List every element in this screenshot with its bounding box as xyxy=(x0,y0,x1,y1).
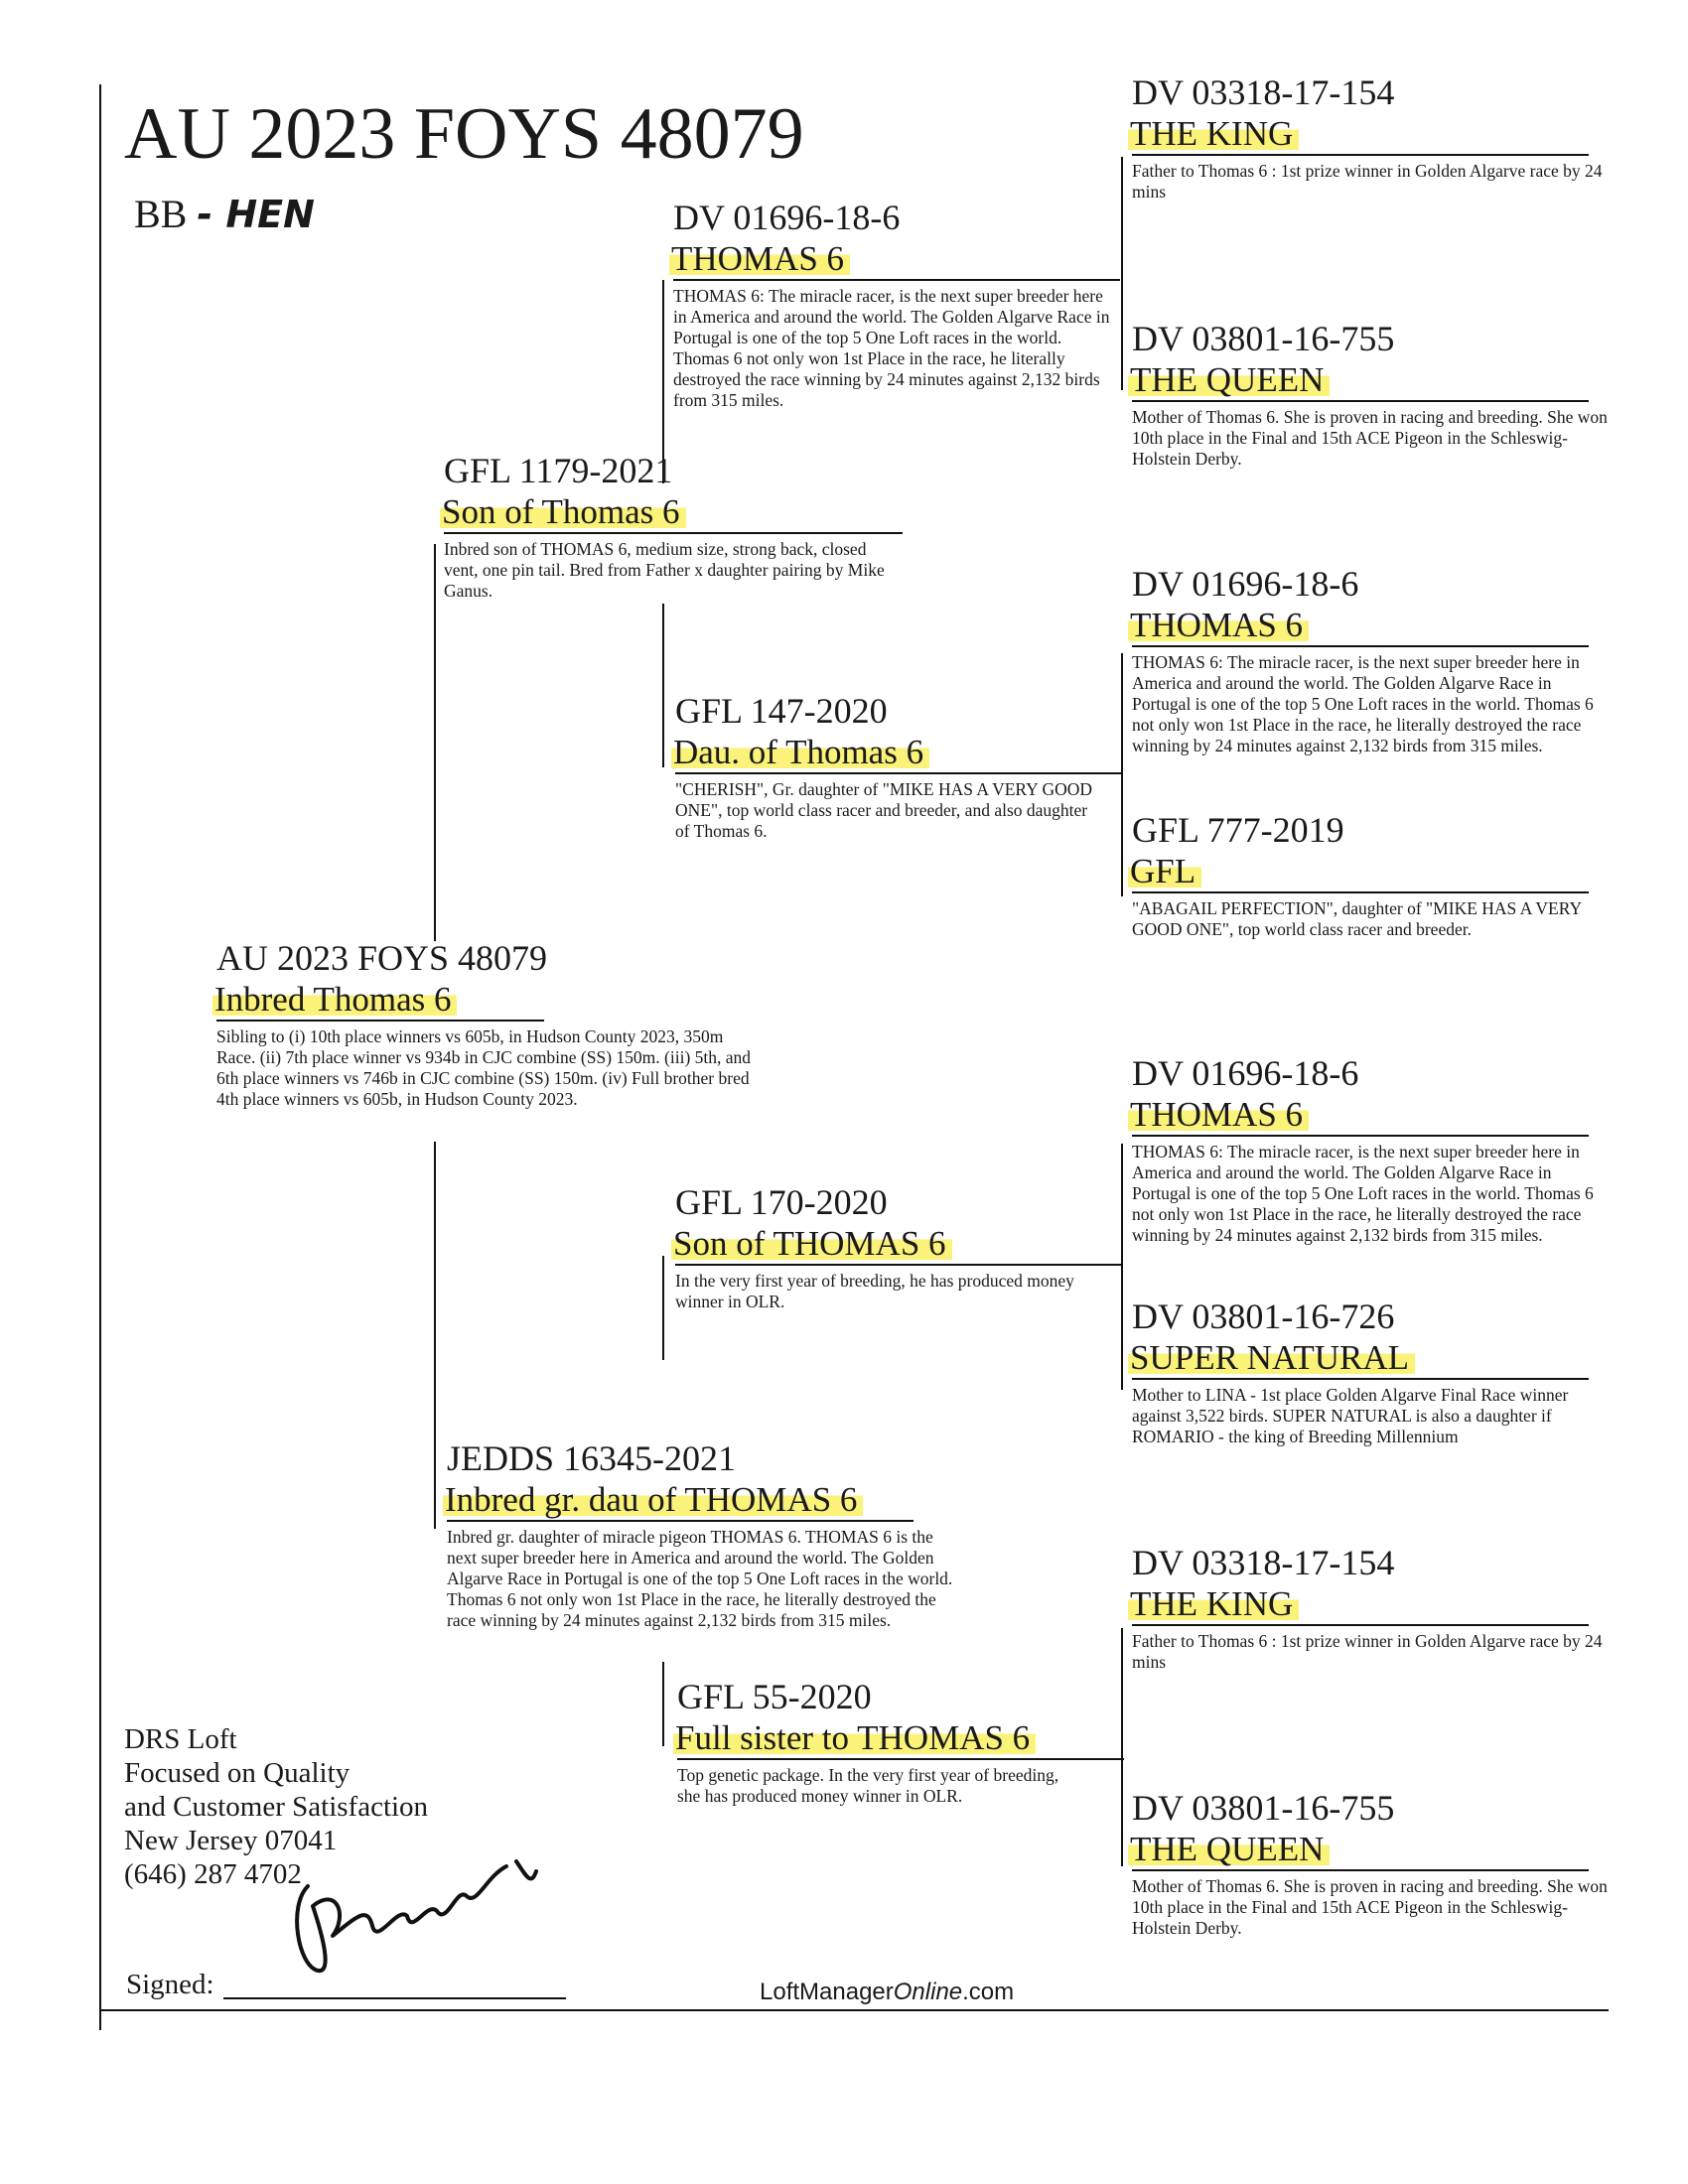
pedigree-sds xyxy=(1132,563,1614,756)
bird-name: THE QUEEN xyxy=(1128,1830,1330,1868)
pedigree-sire-sire xyxy=(673,197,1110,411)
bird-description: THOMAS 6: The miracle racer, is the next super breeder here in America and around the world. The Golden Algarve Race in Portugal is one of the top 5 One Loft races in the world. Thomas 6 not only won 1st Place in the race, he literally destroyed the race winning by 24 minutes against 2,132 birds from 315 miles. xyxy=(673,286,1110,410)
bird-name: THE KING xyxy=(1128,1584,1299,1623)
pedigree-ssd xyxy=(1132,318,1614,470)
band-number: DV 03801-16-726 xyxy=(1132,1297,1395,1336)
page-title: AU 2023 FOYS 48079 xyxy=(124,93,804,175)
connector xyxy=(662,604,664,767)
bird-name: SUPER NATURAL xyxy=(1128,1338,1415,1377)
connector xyxy=(1121,1144,1123,1390)
pedigree-sire-dam xyxy=(675,690,1102,842)
band-number: AU 2023 FOYS 48079 xyxy=(216,938,548,978)
pedigree-subject xyxy=(216,937,758,1110)
bird-name: Dau. of Thomas 6 xyxy=(671,733,929,771)
bird-name: Full sister to THOMAS 6 xyxy=(673,1718,1036,1757)
bird-name: Son of Thomas 6 xyxy=(440,492,686,531)
bird-description: Father to Thomas 6 : 1st prize winner in Golden Algarve race by 24 mins xyxy=(1132,161,1603,202)
band-number: DV 01696-18-6 xyxy=(1132,1053,1359,1093)
band-number: DV 01696-18-6 xyxy=(673,198,901,237)
signature xyxy=(278,1846,576,1990)
loft-name: DRS Loft xyxy=(124,1723,237,1755)
loft-tagline: Focused on Quality xyxy=(124,1757,351,1789)
loft-phone: (646) 287 4702 xyxy=(124,1858,302,1890)
connector xyxy=(662,1662,664,1746)
bird-name: Inbred gr. dau of THOMAS 6 xyxy=(443,1480,863,1519)
bird-name: THE KING xyxy=(1128,114,1299,153)
band-number: DV 03318-17-154 xyxy=(1132,72,1395,112)
pedigree-sss xyxy=(1132,71,1614,203)
loft-location: New Jersey 07041 xyxy=(124,1825,338,1856)
bird-description: "ABAGAIL PERFECTION", daughter of "MIKE HAS A VERY GOOD ONE", top world class racer and breeder. xyxy=(1132,898,1582,939)
bird-name: THOMAS 6 xyxy=(669,239,850,278)
signed-label xyxy=(126,1969,214,2001)
band-number: JEDDS 16345-2021 xyxy=(447,1438,737,1478)
connector xyxy=(434,544,436,941)
bottom-border xyxy=(99,2009,1609,2011)
bird-name: THOMAS 6 xyxy=(1128,606,1309,644)
bird-description: Sibling to (i) 10th place winners vs 605b, in Hudson County 2023, 350m Race. (ii) 7th place winner vs 934b in CJC combine (SS) 150m. (iii) 5th, and 6th place winners vs 746b in CJC combine (SS) 150m. (iv) Full brother bred 4th place winners vs 605b, in Hudson County 2023. xyxy=(216,1026,752,1109)
brand-italic: Online xyxy=(893,1979,963,2005)
pedigree-dds xyxy=(1132,1542,1614,1673)
band-number: GFL 777-2019 xyxy=(1132,810,1344,850)
bird-name: GFL xyxy=(1128,852,1201,890)
pedigree-sdd xyxy=(1132,809,1614,940)
color-code: BB xyxy=(134,192,188,236)
bird-description: Inbred gr. daughter of miracle pigeon THOMAS 6. THOMAS 6 is the next super breeder here in America and around the world. The Golden Algarve Race in Portugal is one of the top 5 One Loft races in the world. Thomas 6 not only won 1st Place in the race, he literally destroyed the race winning by 24 minutes against 2,132 birds from 315 miles. xyxy=(447,1527,953,1630)
brand-suffix: .com xyxy=(962,1979,1015,2005)
bird-description: THOMAS 6: The miracle racer, is the next super breeder here in America and around the world. The Golden Algarve Race in Portugal is one of the top 5 One Loft races in the world. Thomas 6 not only won 1st Place in the race, he literally destroyed the race winning by 24 minutes against 2,132 birds from 315 miles. xyxy=(1132,652,1594,755)
signature-line xyxy=(223,1997,566,1999)
left-border xyxy=(99,84,101,2030)
band-number: DV 03801-16-755 xyxy=(1132,1788,1395,1828)
connector xyxy=(1121,157,1123,390)
bird-name: Son of THOMAS 6 xyxy=(671,1224,952,1263)
bird-name: THE QUEEN xyxy=(1128,360,1330,399)
bird-description: THOMAS 6: The miracle racer, is the next super breeder here in America and around the world. The Golden Algarve Race in Portugal is one of the top 5 One Loft races in the world. Thomas 6 not only won 1st Place in the race, he literally destroyed the race winning by 24 minutes against 2,132 birds from 315 miles. xyxy=(1132,1142,1594,1245)
bird-description: Top genetic package. In the very first year of breeding, she has produced money winner in OLR. xyxy=(677,1765,1059,1806)
brand-plain: LoftManager xyxy=(760,1979,894,2005)
pedigree-dsd xyxy=(1132,1296,1614,1447)
loft-tagline: and Customer Satisfaction xyxy=(124,1791,429,1823)
pedigree-dss xyxy=(1132,1052,1614,1246)
band-number: GFL 55-2020 xyxy=(677,1677,872,1716)
pedigree-dam-sire xyxy=(675,1181,1112,1312)
signature-scribble xyxy=(278,1846,576,1985)
pedigree-dam xyxy=(447,1437,963,1631)
signed-text: Signed: xyxy=(126,1969,214,2000)
band-number: GFL 1179-2021 xyxy=(444,451,673,490)
sex-note: - HEN xyxy=(197,193,315,236)
band-number: GFL 170-2020 xyxy=(675,1182,888,1222)
bird-description: Mother to LINA - 1st place Golden Algarve Final Race winner against 3,522 birds. SUPER NATURAL is also a daughter if ROMARIO - the king of Breeding Millennium xyxy=(1132,1385,1569,1446)
bird-description: Mother of Thomas 6. She is proven in racing and breeding. She won 10th place in the Final and 15th ACE Pigeon in the Schleswig-Holstein Derby. xyxy=(1132,1876,1608,1938)
bird-description: "CHERISH", Gr. daughter of "MIKE HAS A VERY GOOD ONE", top world class racer and breeder, and also daughter of Thomas 6. xyxy=(675,779,1093,841)
pedigree-ddd xyxy=(1132,1787,1614,1939)
bird-description: In the very first year of breeding, he has produced money winner in OLR. xyxy=(675,1271,1074,1311)
connector xyxy=(434,1142,436,1529)
connector xyxy=(1121,653,1123,896)
band-number: DV 01696-18-6 xyxy=(1132,564,1359,604)
bird-description: Father to Thomas 6 : 1st prize winner in Golden Algarve race by 24 mins xyxy=(1132,1631,1603,1672)
color-sex-label xyxy=(134,192,315,237)
bird-name: Inbred Thomas 6 xyxy=(212,980,457,1019)
band-number: GFL 147-2020 xyxy=(675,691,888,731)
pedigree-sire xyxy=(444,450,903,602)
bird-description: Inbred son of THOMAS 6, medium size, strong back, closed vent, one pin tail. Bred from Father x daughter pairing by Mike Ganus. xyxy=(444,539,885,601)
band-number: DV 03801-16-755 xyxy=(1132,319,1395,358)
connector xyxy=(662,1256,664,1360)
pedigree-dam-dam xyxy=(677,1676,1074,1807)
brand-watermark xyxy=(760,1979,1014,2006)
band-number: DV 03318-17-154 xyxy=(1132,1543,1395,1582)
bird-name: THOMAS 6 xyxy=(1128,1095,1309,1134)
bird-description: Mother of Thomas 6. She is proven in racing and breeding. She won 10th place in the Final and 15th ACE Pigeon in the Schleswig-Holstein Derby. xyxy=(1132,407,1608,469)
